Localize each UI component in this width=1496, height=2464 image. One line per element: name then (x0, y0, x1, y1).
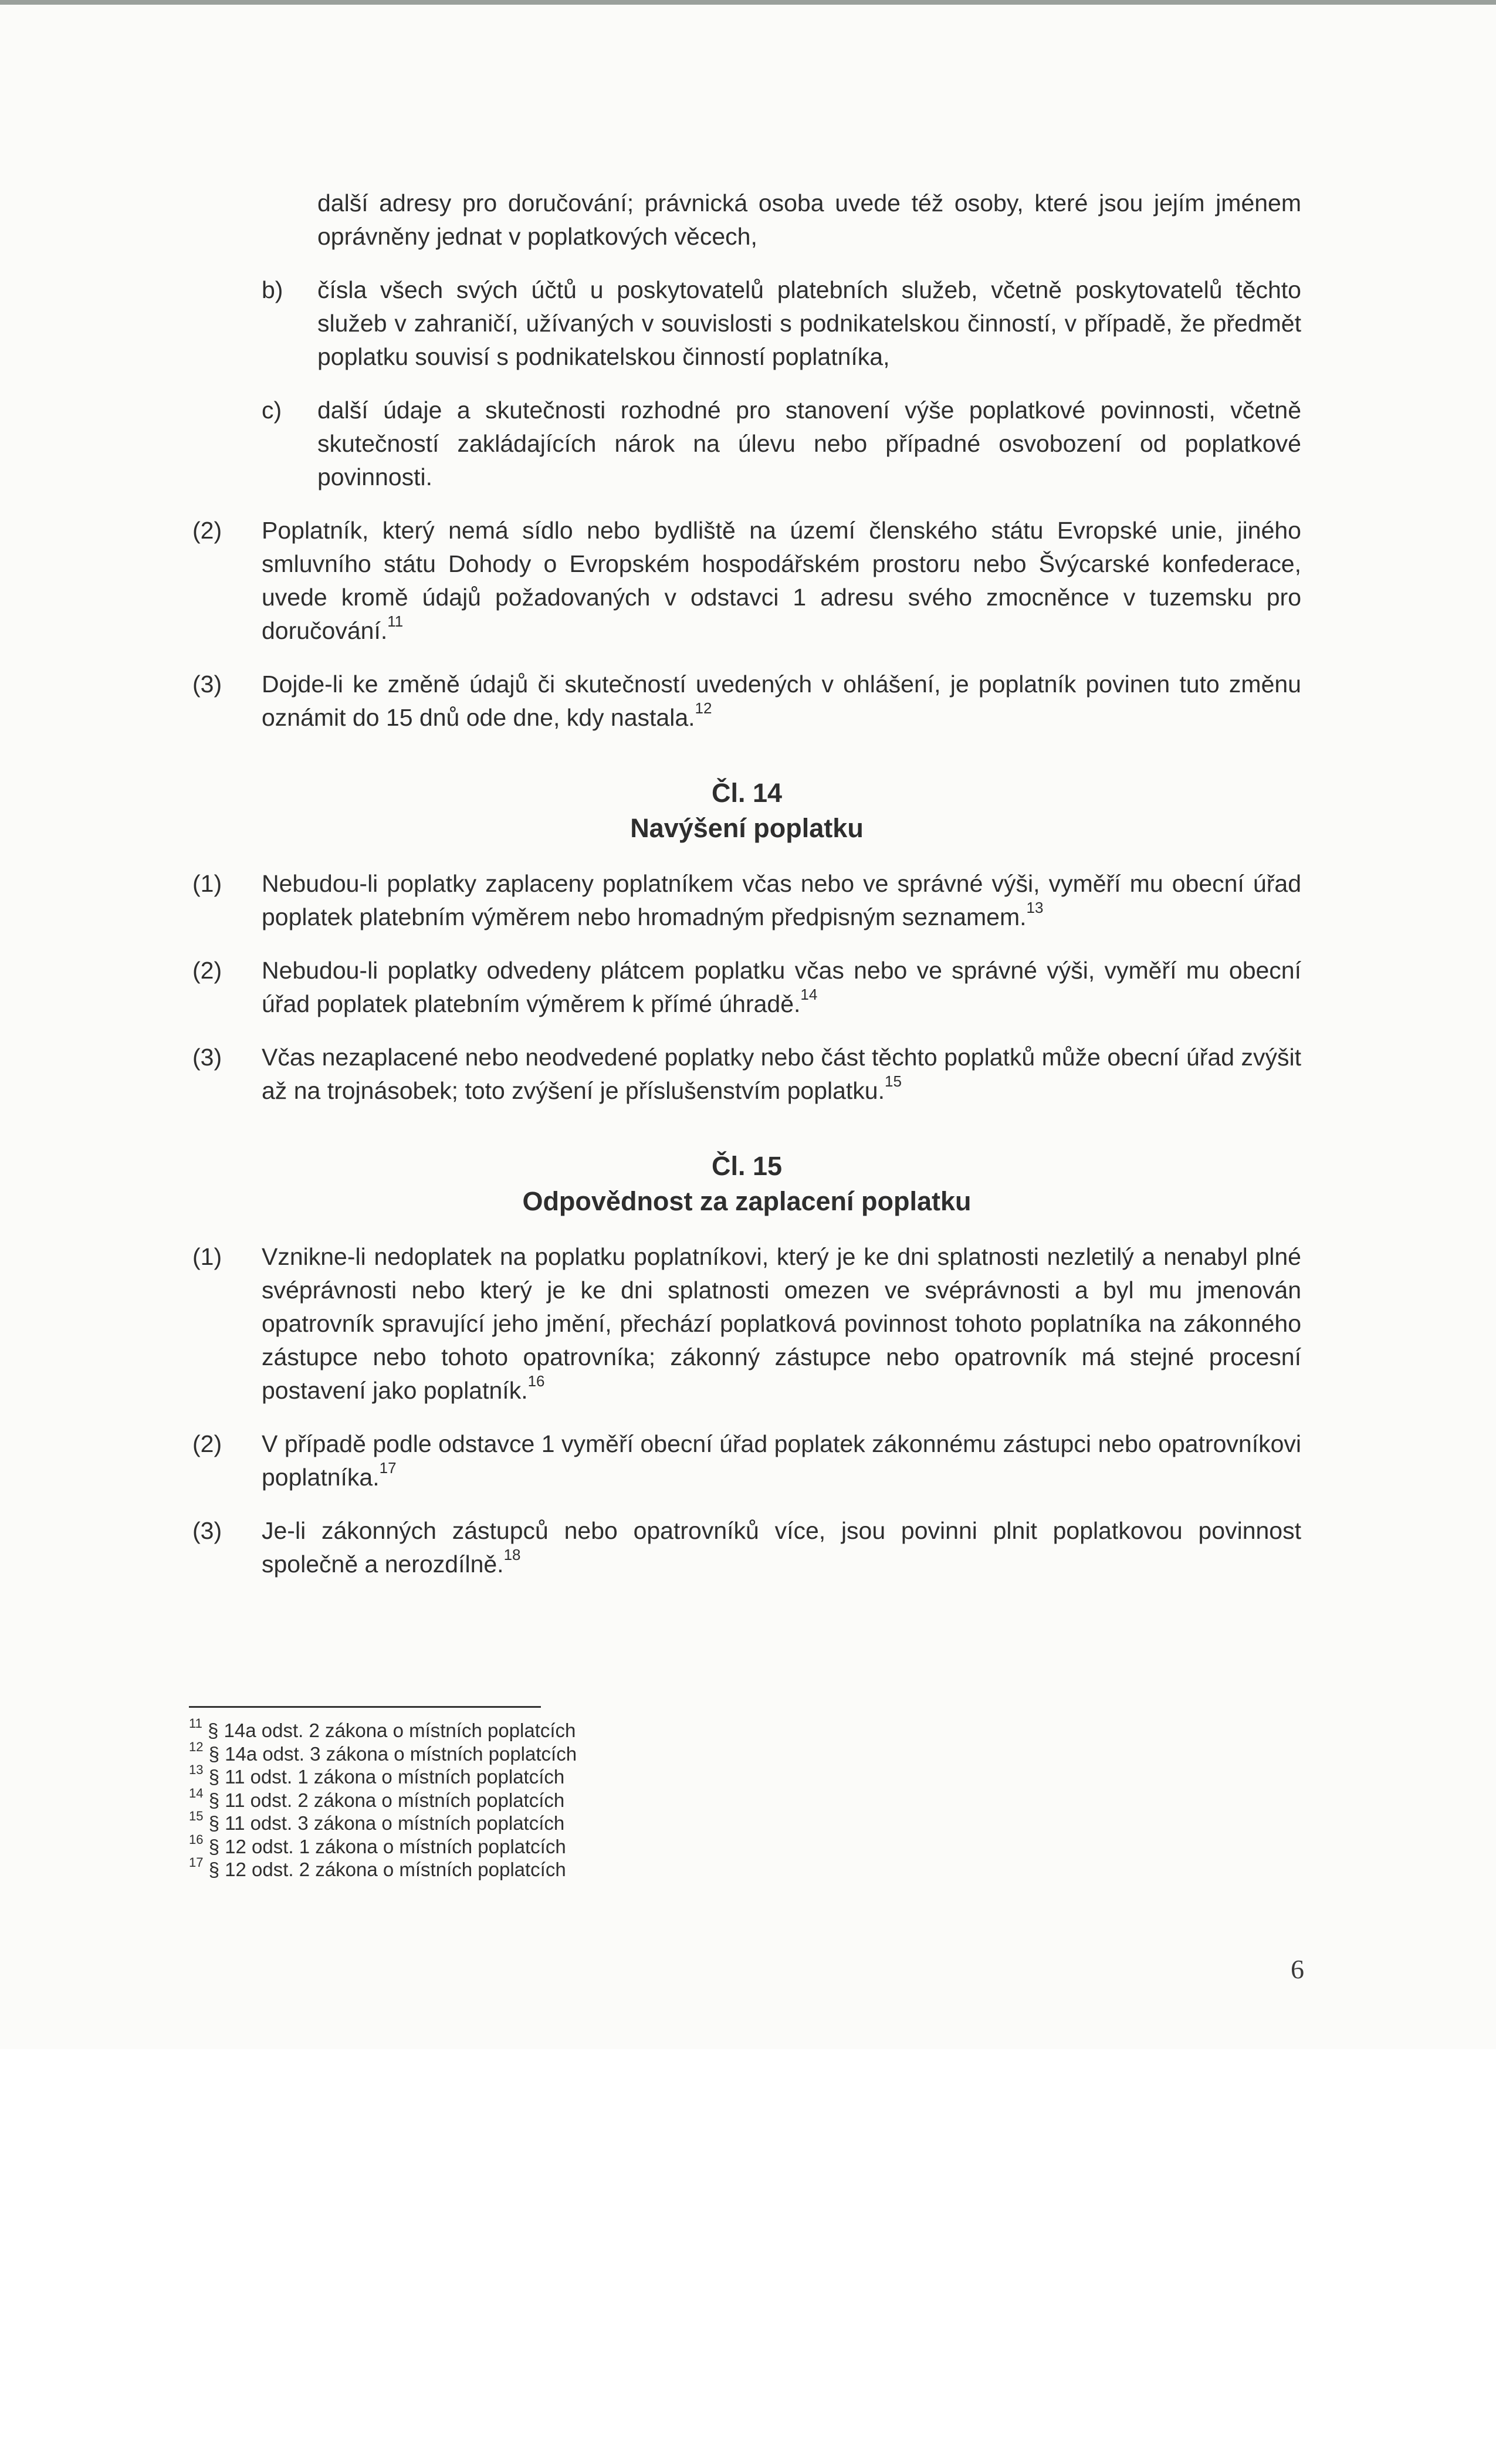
footnote-item: $^{12}$ § 14a odst. 3 zákona o místních poplatcích (189, 1739, 577, 1765)
paragraph-number: (3) (192, 1517, 222, 1544)
footnote-ref[interactable]: 11 (387, 612, 404, 631)
list-item-text: další údaje a skutečnosti rozhodné pro stanovení výše poplatkové povinnosti, včetně skutečností zakládajících nárok na úlevu nebo případné osvobození od poplatkové povinnosti. (317, 397, 1301, 490)
footnote-ref[interactable]: 13 (1026, 899, 1044, 917)
footnote-ref[interactable]: 17 (379, 1459, 397, 1477)
paragraph-number: (3) (192, 1044, 222, 1071)
footnote-ref[interactable]: 12 (695, 699, 712, 717)
paragraph-number: (1) (192, 1243, 222, 1270)
footnote-ref[interactable]: 18 (503, 1546, 521, 1564)
article-number: Čl. 14 (711, 778, 783, 808)
art14-paragraph-3 (192, 1041, 1301, 1108)
paragraph-3 (192, 668, 1301, 735)
paragraph-text: Vznikne-li nedoplatek na poplatku poplatníkovi, který je ke dni splatnosti nezletilý a nenabyl plné svéprávnosti nebo který je ke dni splatnosti omezen ve svéprávnosti a byl mu jmenován opatrovník spravující jeho jmění, přechází poplatková povinnost tohoto poplatníka na zákonného zástupce nebo tohoto opatrovníka; zákonný zástupce nebo opatrovník má stejné procesní postavení jako poplatník. (262, 1243, 1301, 1404)
footnote-item: $^{13}$ § 11 odst. 1 zákona o místních poplatcích (189, 1762, 565, 1788)
article-title: Navýšení poplatku (630, 813, 864, 843)
article-15-heading (192, 1149, 1301, 1219)
paragraph-text: V případě podle odstavce 1 vyměří obecní úřad poplatek zákonnému zástupci nebo opatrovníkovi poplatníka. (262, 1430, 1301, 1491)
list-item-c (262, 394, 1301, 494)
paragraph-number: (2) (192, 957, 222, 984)
article-title: Odpovědnost za zaplacení poplatku (522, 1186, 972, 1216)
continued-item-text: další adresy pro doručování; právnická osoba uvede též osoby, které jsou jejím jménem oprávněny jednat v poplatkových věcech, (317, 189, 1301, 250)
list-item-label: c) (262, 397, 282, 424)
article-number: Čl. 15 (711, 1151, 783, 1181)
paragraph-text: Je-li zákonných zástupců nebo opatrovníků více, jsou povinni plnit poplatkovou povinnost společně a nerozdílně. (262, 1517, 1301, 1578)
art14-paragraph-1 (192, 867, 1301, 934)
paragraph-number: (2) (192, 1430, 222, 1457)
art15-paragraph-1 (192, 1240, 1301, 1407)
article-14-heading (192, 776, 1301, 846)
page-number: 6 (1291, 1954, 1304, 1984)
footnote-item: $^{17}$ § 12 odst. 2 zákona o místních poplatcích (189, 1855, 566, 1880)
footnote-item: $^{11}$ § 14a odst. 2 zákona o místních poplatcích (189, 1716, 576, 1741)
list-item-label: b) (262, 276, 283, 303)
footnote-item: $^{15}$ § 11 odst. 3 zákona o místních poplatcích (189, 1809, 565, 1834)
document-body (192, 187, 1301, 1581)
footnote-separator (189, 1706, 541, 1708)
paragraph-2 (192, 514, 1301, 648)
footnote-ref[interactable]: 15 (885, 1072, 902, 1091)
paragraph-number: (2) (192, 517, 222, 544)
footnote-item: $^{14}$ § 11 odst. 2 zákona o místních poplatcích (189, 1785, 565, 1811)
art15-paragraph-3 (192, 1514, 1301, 1581)
paragraph-number: (3) (192, 671, 222, 698)
footnote-ref[interactable]: 16 (527, 1372, 545, 1390)
list-item-b (262, 273, 1301, 374)
paragraph-text: Nebudou-li poplatky zaplaceny poplatníkem včas nebo ve správné výši, vyměří mu obecní úřad poplatek platebním výměrem nebo hromadným předpisným seznamem. (262, 870, 1301, 930)
paragraph-text: Dojde-li ke změně údajů či skutečností uvedených v ohlášení, je poplatník povinen tuto změnu oznámit do 15 dnů ode dne, kdy nastala. (262, 671, 1301, 731)
scan-edge (0, 0, 1496, 5)
art14-paragraph-2 (192, 954, 1301, 1021)
list-item-text: čísla všech svých účtů u poskytovatelů platebních služeb, včetně poskytovatelů těchto služeb v zahraničí, užívaných v souvislosti s podnikatelskou činností, v případě, že předmět poplatku souvisí s podnikatelskou činností poplatníka, (317, 276, 1301, 370)
paragraph-text: Poplatník, který nemá sídlo nebo bydliště na území členského státu Evropské unie, jiného smluvního státu Dohody o Evropském hospodářském prostoru nebo Švýcarské konfederace, uvede kromě údajů požadovaných v odstavci 1 adresu svého zmocněnce v tuzemsku pro doručování. (262, 517, 1301, 644)
footnote-ref[interactable]: 14 (800, 986, 818, 1004)
paragraph-text: Včas nezaplacené nebo neodvedené poplatky nebo část těchto poplatků může obecní úřad zvýšit až na trojnásobek; toto zvýšení je příslušenstvím poplatku. (262, 1044, 1301, 1104)
footnotes (189, 1716, 577, 1881)
paragraph-number: (1) (192, 870, 222, 897)
art15-paragraph-2 (192, 1427, 1301, 1494)
paragraph-text: Nebudou-li poplatky odvedeny plátcem poplatku včas nebo ve správné výši, vyměří mu obecní úřad poplatek platebním výměrem k přímé úhradě. (262, 957, 1301, 1017)
footnote-item: $^{16}$ § 12 odst. 1 zákona o místních poplatcích (189, 1832, 566, 1857)
